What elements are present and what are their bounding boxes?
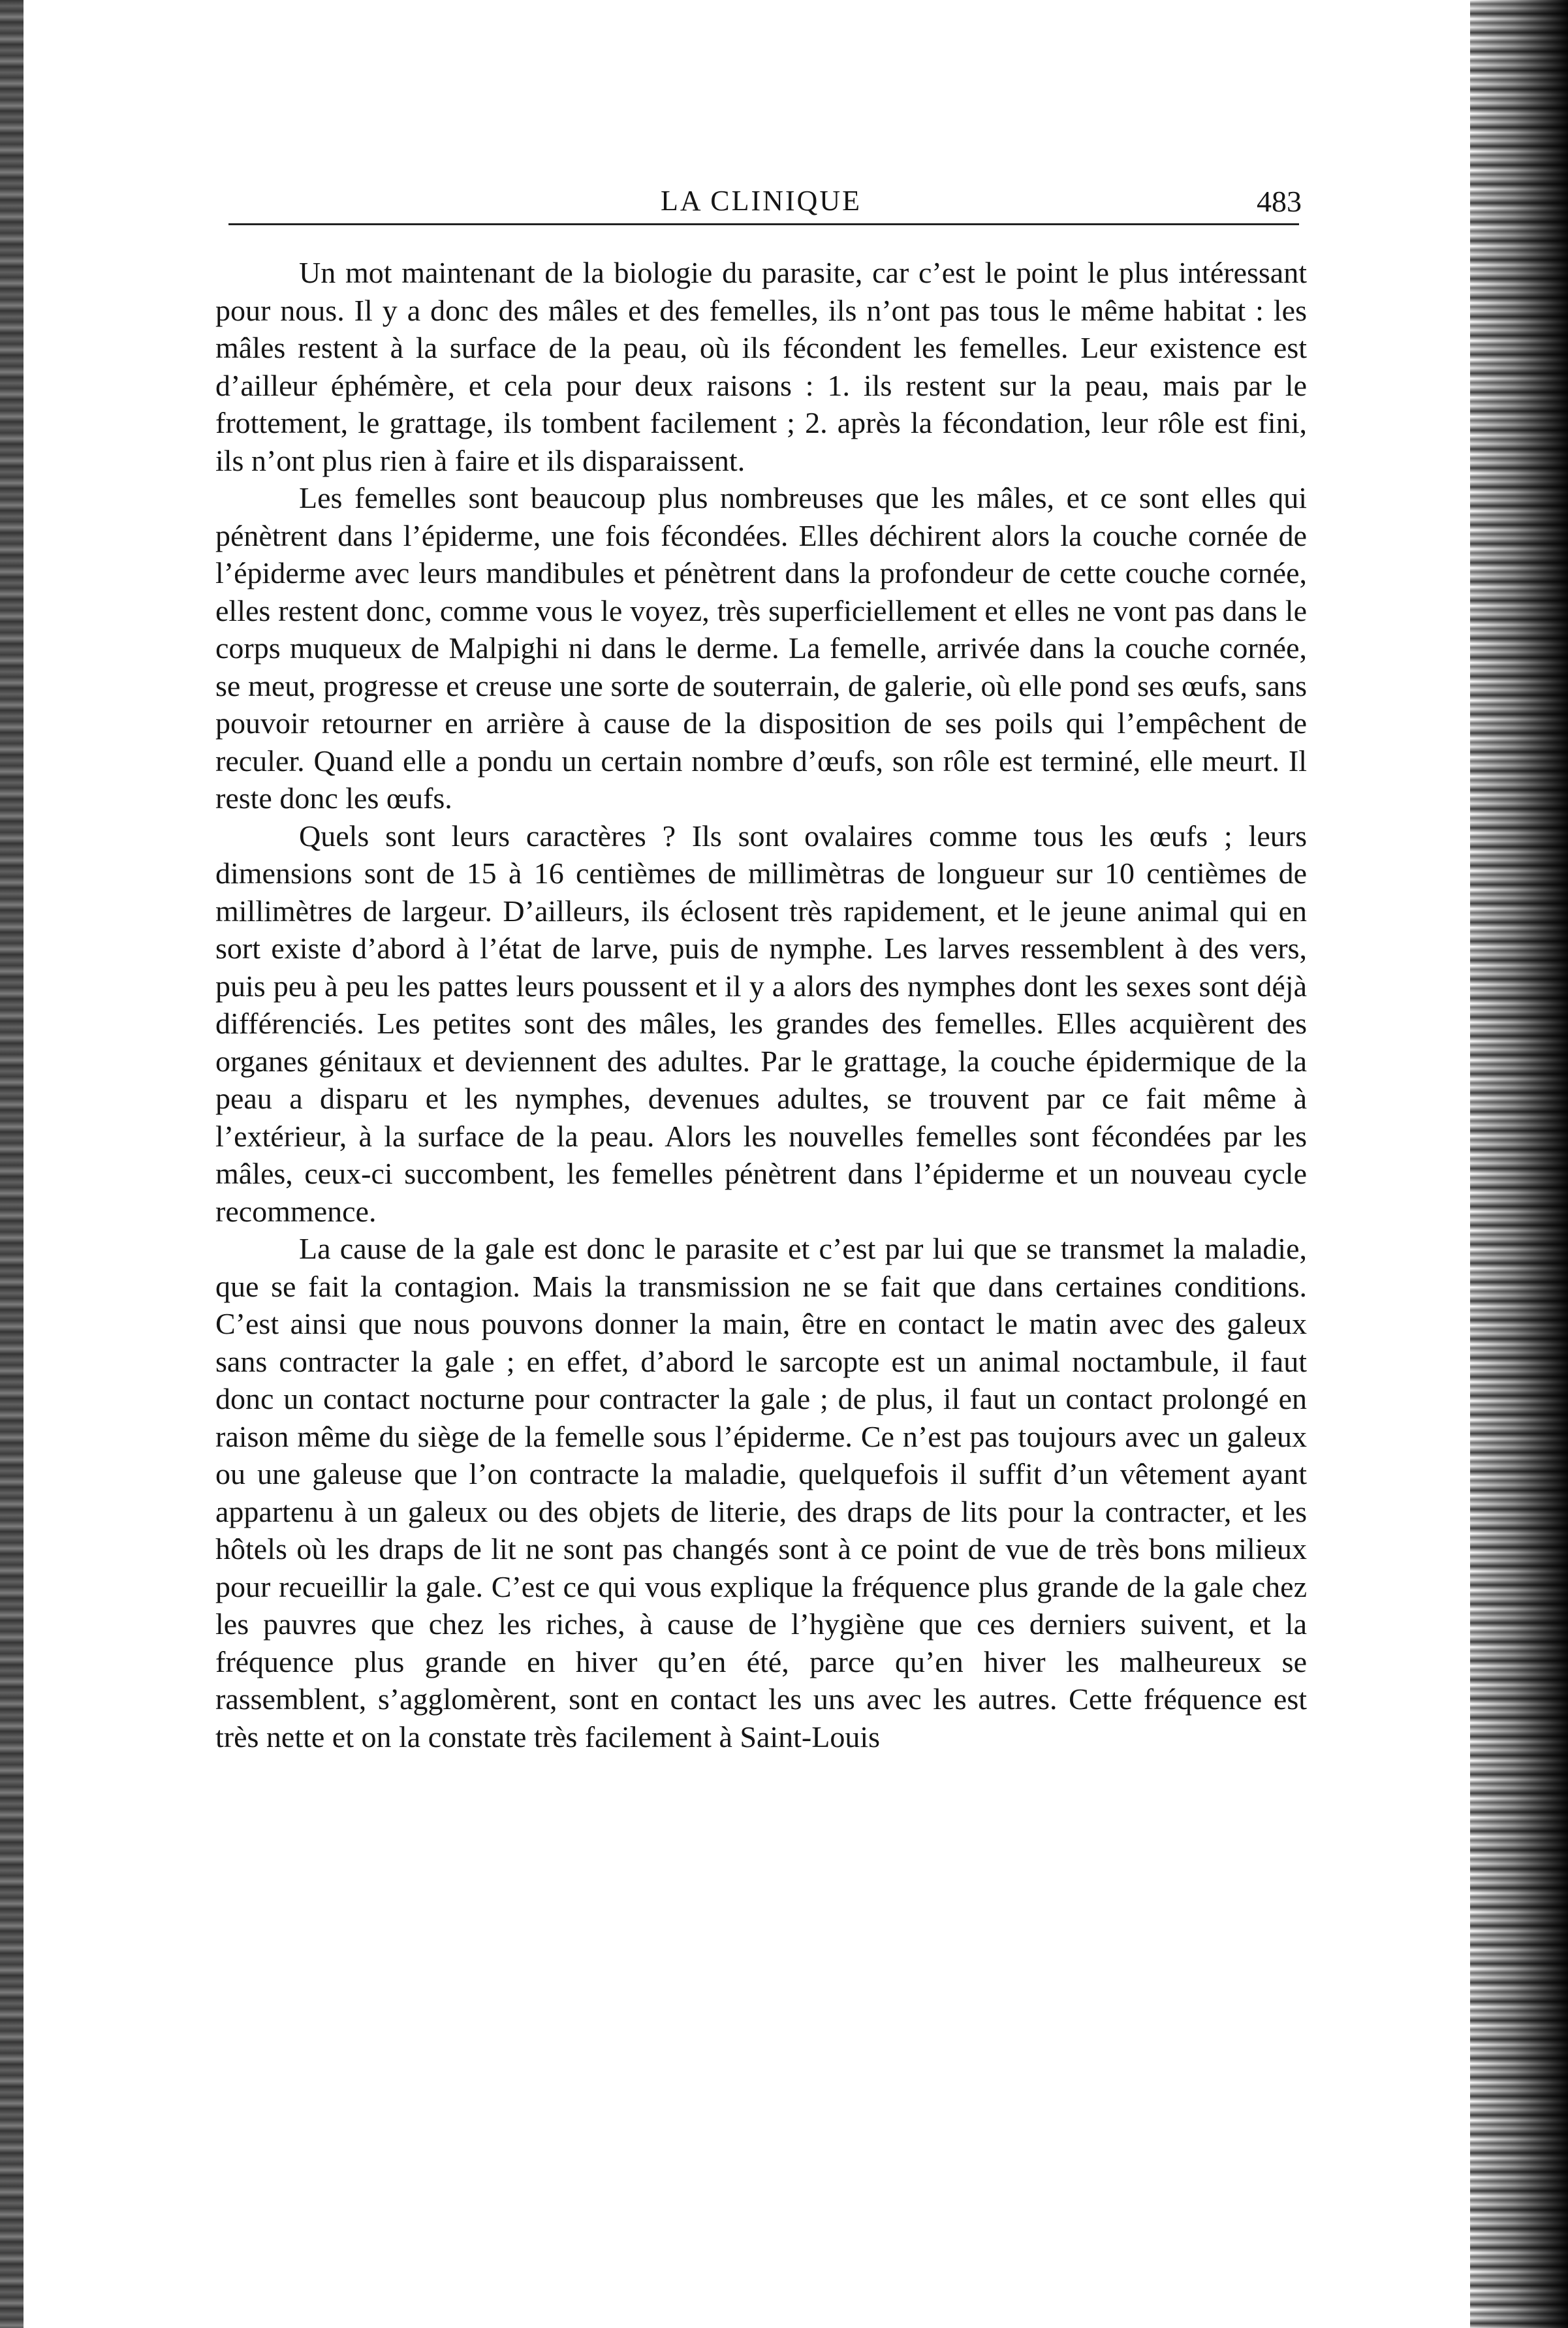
paragraph-biologie: Un mot maintenant de la biologie du parasite, car c’est le point le plus intéressant pour nous. Il y a donc des mâles et des femelles, ils n’ont pas tous le même habitat : les mâles restent à la surface de la peau, où ils fécondent les femelles. Leur existence est d’ailleur éphémère, et cela pour deux raisons : 1. ils restent sur la peau, mais par le frottement, le grattage, ils tombent facilement ; 2. après la fécondation, leur rôle est fini, ils n’ont plus rien à faire et ils disparaissent. [215,256,1307,477]
paragraph-contagion: La cause de la gale est donc le parasite et c’est par lui que se transmet la maladie, que se fait la contagion. Mais la transmission ne se fait que dans certaines conditions. C’est ainsi que nous pouvons donner la main, être en contact le matin avec des galeux sans contracter la gale ; en effet, d’abord le sarcopte est un animal noctambule, il faut donc un contact nocturne pour contracter la gale ; de plus, il faut un contact prolongé en raison même du siège de la femelle sous l’épiderme. Ce n’est pas toujours avec un galeux ou une galeuse que l’on contracte la maladie, quelquefois il suffit d’un vêtement ayant appartenu à un galeux ou des objets de literie, des draps de lits pour la contracter, et les hôtels où les draps de lit ne sont pas changés sont à ce point de vue de très bons milieux pour recueillir la gale. C’est ce qui vous explique la fréquence plus grande de la gale chez les pauvres que chez les riches, à cause de l’hygiène que ces derniers suivent, et la fréquence plus grande en hiver qu’en été, parce qu’en hiver les malheureux se rassemblent, s’agglomèrent, sont en contact les uns avec les autres. Cette fréquence est très nette et on la constate très facilement à Saint-Louis [215,1232,1307,1754]
scan-left-edge [0,0,24,2328]
book-page [215,171,1307,1755]
paragraph-oeufs: Quels sont leurs caractères ? Ils sont ovalaires comme tous les œufs ; leurs dimensions sont de 15 à 16 centièmes de millimètras de longueur sur 10 centièmes de millimètres de largeur. D’ailleurs, ils éclosent très rapidement, et le jeune animal qui en sort existe d’abord à l’état de larve, puis de nymphe. Les larves ressemblent à des vers, puis peu à peu les pattes leurs poussent et il y a alors des nymphes dont les sexes sont déjà différenciés. Les petites sont des mâles, les grandes des femelles. Elles acquièrent des organes génitaux et deviennent des adultes. Par le grattage, la couche épidermique de la peau a disparu et les nymphes, devenues adultes, se trouvent par ce fait même à l’extérieur, à la surface de la peau. Alors les nouvelles femelles sont fécondées par les mâles, ceux-ci succombent, les femelles pénètrent dans l’épiderme et un nouveau cycle recommence. [215,819,1307,1228]
running-head [215,171,1307,223]
scan-right-edge [1470,0,1568,2328]
header-rule [228,223,1299,225]
running-title: LA CLINIQUE [661,185,862,217]
page-number: 483 [1257,185,1302,218]
paragraph-femelles: Les femelles sont beaucoup plus nombreuses que les mâles, et ce sont elles qui pénètrent dans l’épiderme, une fois fécondées. Elles déchirent alors la couche cornée de l’épiderme avec leurs mandibules et pénètrent dans la profondeur de cette couche cornée, elles restent donc, comme vous le voyez, très superficiellement et elles ne vont pas dans le corps muqueux de Malpighi ni dans le derme. La femelle, arrivée dans la couche cornée, se meut, progresse et creuse une sorte de souterrain, de galerie, où elle pond ses œufs, sans pouvoir retourner en arrière à cause de la disposition de ses poils qui l’empêchent de reculer. Quand elle a pondu un certain nombre d’œufs, son rôle est terminé, elle meurt. Il reste donc les œufs. [215,481,1307,815]
